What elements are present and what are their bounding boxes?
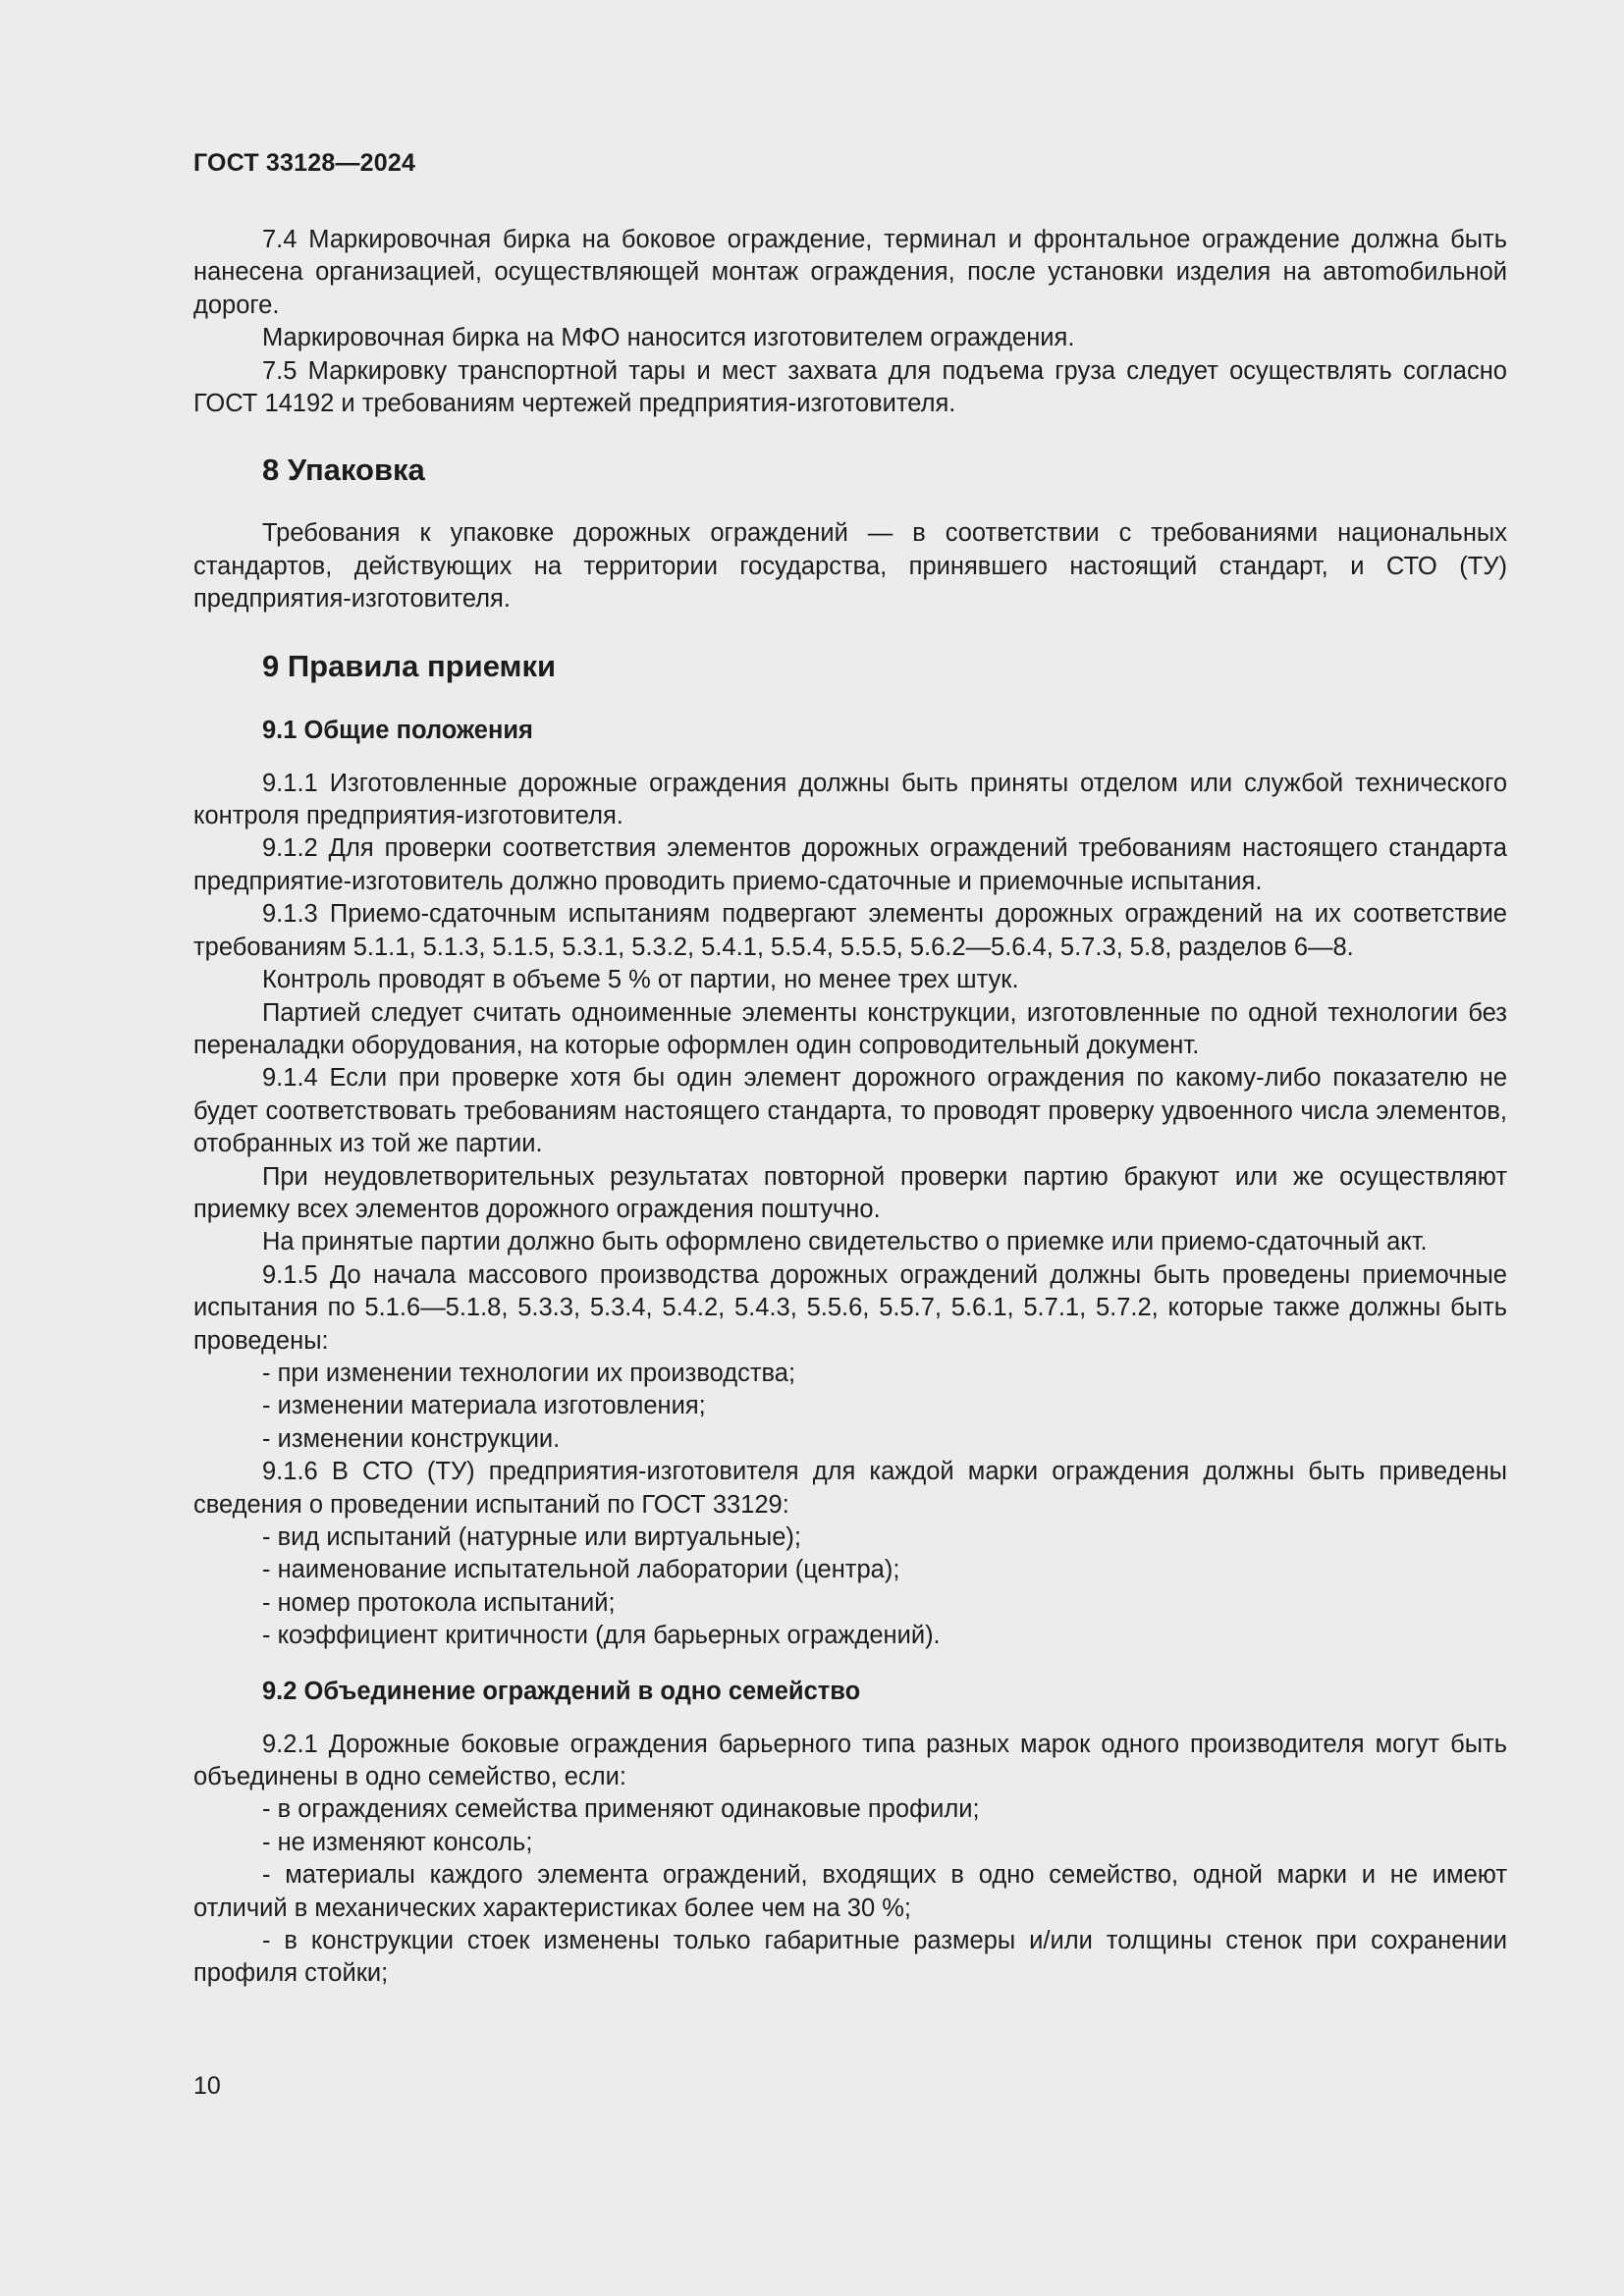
paragraph: 9.1.5 До начала массового производства дорожных ограждений должны быть проведены приемочные испытания по 5.1.6—5.1.8, 5.3.3, 5.3.4, 5.4.2, 5.4.3, 5.5.6, 5.5.7, 5.6.1, 5.7.1, 5.7.2, которые также должны быть проведены: <box>193 1260 1507 1355</box>
document-page <box>193 143 1507 1991</box>
section-heading: 9 Правила приемки <box>262 648 557 683</box>
paragraph: 9.2.1 Дорожные боковые ограждения барьерного типа разных марок одного производителя могут быть объединены в одно семейство, если: <box>193 1730 1507 1791</box>
paragraph: При неудовлетворительных результатах повторной проверки партию бракуют или же осуществляют приемку всех элементов дорожного ограждения поштучно. <box>193 1162 1507 1223</box>
paragraph: 9.1.3 Приемо-сдаточным испытаниям подвергают элементы дорожных ограждений на их соответствие требованиям 5.1.1, 5.1.3, 5.1.5, 5.3.1, 5.3.2, 5.4.1, 5.5.4, 5.5.5, 5.6.2—5.6.4, 5.7.3, 5.8, разделов 6—8. <box>193 900 1507 961</box>
paragraph: 9.1.2 Для проверки соответствия элементов дорожных ограждений требованиям настоящего стандарта предприятие-изготовитель должно проводить приемо-сдаточные и приемочные испытания. <box>193 834 1507 895</box>
list-item: - изменении материала изготовления; <box>262 1392 706 1420</box>
subsection-heading: 9.1 Общие положения <box>262 716 533 744</box>
list-item: - коэффициент критичности (для барьерных ограждений). <box>262 1622 941 1650</box>
subsection-heading: 9.2 Объединение ограждений в одно семейство <box>262 1677 861 1705</box>
paragraph: 7.5 Маркировку транспортной тары и мест захвата для подъема груза следует осуществлять согласно ГОСТ 14192 и требованиям чертежей предприятия-изготовителя. <box>193 356 1507 418</box>
list-item: - не изменяют консоль; <box>262 1828 533 1856</box>
document-header: ГОСТ 33128—2024 <box>193 149 416 177</box>
paragraph: Требования к упаковке дорожных ограждений — в соответствии с требованиями национальных стандартов, действующих на территории государства, принявшего настоящий стандарт, и СТО (ТУ) предприятия-изготовителя. <box>193 519 1507 614</box>
paragraph: 7.4 Маркировочная бирка на боковое ограждение, терминал и фронтальное ограждение должна быть нанесена организацией, осуществляющей монтаж ограждения, после установки изделия на автоmобильной дороге. <box>193 226 1507 319</box>
page-number: 10 <box>193 2072 221 2100</box>
list-item: - изменении конструкции. <box>262 1424 561 1453</box>
list-item: - при изменении технологии их производства; <box>262 1359 796 1387</box>
list-item: - номер протокола испытаний; <box>262 1588 616 1617</box>
list-item: - в конструкции стоек изменены только габаритные размеры и/или толщины стенок при сохранении профиля стойки; <box>193 1927 1507 1988</box>
paragraph: 9.1.6 В СТО (ТУ) предприятия-изготовителя для каждой марки ограждения должны быть приведены сведения о проведении испытаний по ГОСТ 33129: <box>193 1458 1507 1519</box>
paragraph: Контроль проводят в объеме 5 % от партии, но менее трех штук. <box>262 966 1019 994</box>
paragraph: На принятые партии должно быть оформлено свидетельство о приемке или приемо-сдаточный акт. <box>262 1228 1428 1256</box>
paragraph: 9.1.1 Изготовленные дорожные ограждения должны быть приняты отделом или службой технического контроля предприятия-изготовителя. <box>193 769 1507 830</box>
list-item: - наименование испытательной лаборатории (центра); <box>262 1556 900 1584</box>
section-heading: 8 Упаковка <box>262 453 425 488</box>
list-item: - в ограждениях семейства применяют одинаковые профили; <box>262 1795 980 1824</box>
paragraph: 9.1.4 Если при проверке хотя бы один элемент дорожного ограждения по какому-либо показателю не будет соответствовать требованиям настоящего стандарта, то проводят проверку удвоенного числа элементов, отобранных из той же партии. <box>193 1064 1507 1158</box>
list-item: - вид испытаний (натурные или виртуальные); <box>262 1523 801 1551</box>
paragraph: Партией следует считать одноименные элементы конструкции, изготовленные по одной технологии без переналадки оборудования, на которые оформлен один сопроводительный документ. <box>193 998 1507 1059</box>
list-item: - материалы каждого элемента ограждений, входящих в одно семейство, одной марки и не имеют отличий в механических характеристиках более чем на 30 %; <box>193 1861 1507 1922</box>
paragraph: Маркировочная бирка на МФО наносится изготовителем ограждения. <box>262 324 1075 352</box>
